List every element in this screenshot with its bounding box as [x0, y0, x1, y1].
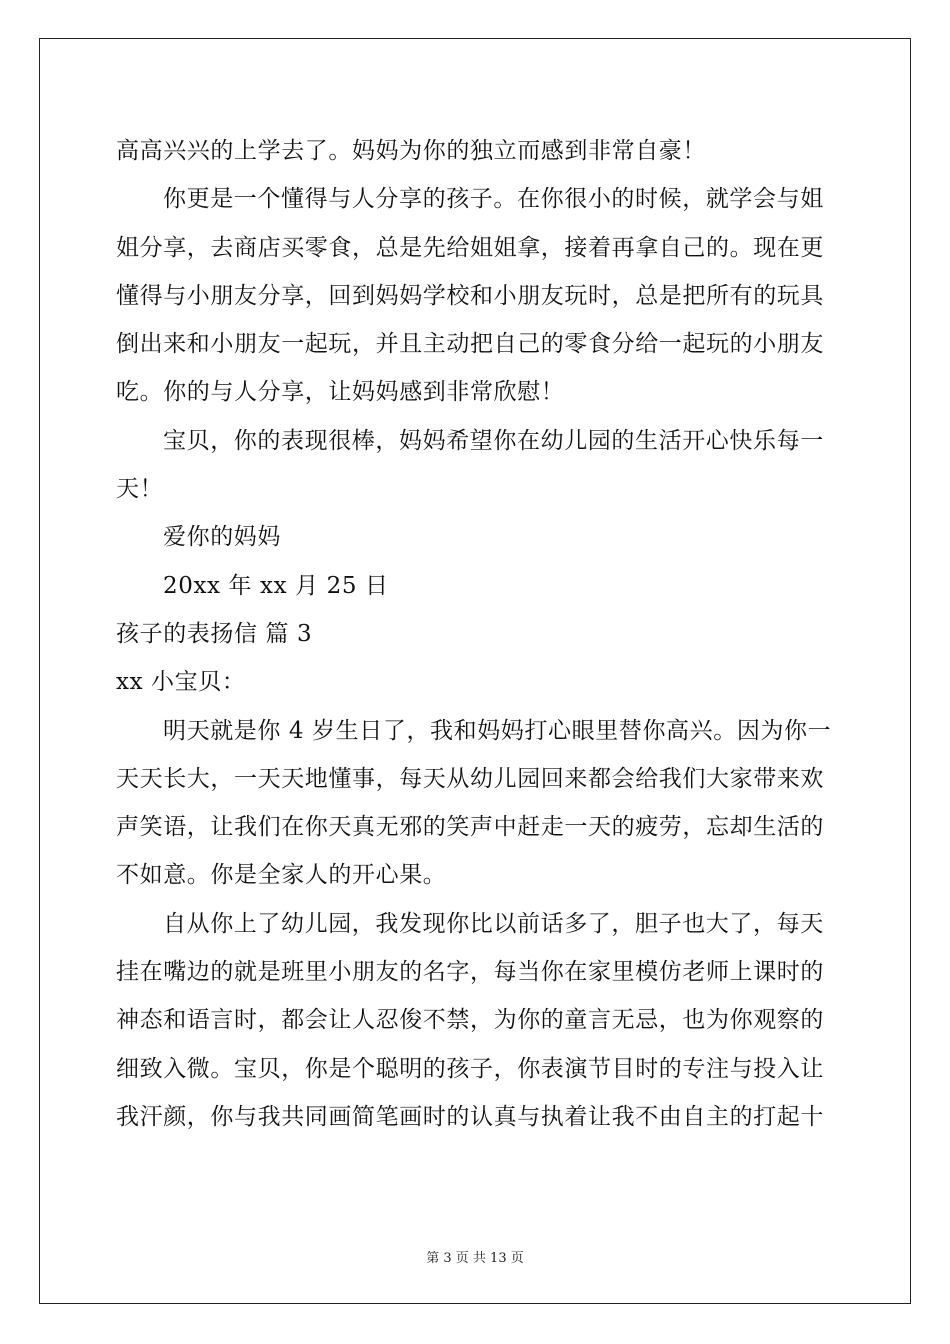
text-line: 不如意。你是全家人的开心果。 [116, 862, 447, 889]
section-heading: 孩子的表扬信 篇 3 [116, 620, 313, 647]
text-line: 声笑语，让我们在你天真无邪的笑声中赶走一天的疲劳，忘却生活的 [116, 814, 824, 841]
text-line: 挂在嘴边的就是班里小朋友的名字，每当你在家里模仿老师上课时的 [116, 959, 824, 986]
text-line: 细致入微。宝贝，你是个聪明的孩子，你表演节目时的专注与投入让 [116, 1055, 824, 1082]
text-line: 懂得与小朋友分享，回到妈妈学校和小朋友玩时，总是把所有的玩具 [116, 282, 824, 309]
text-line: 高高兴兴的上学去了。妈妈为你的独立而感到非常自豪！ [116, 138, 706, 164]
text-line: 自从你上了幼儿园，我发现你比以前话多了，胆子也大了，每天 [163, 910, 824, 937]
text-line: 倒出来和小朋友一起玩，并且主动把自己的零食分给一起玩的小朋友 [116, 331, 824, 358]
document-body [116, 127, 836, 1141]
letter-date: 20xx 年 xx 月 25 日 [163, 572, 389, 599]
salutation: xx 小宝贝： [116, 669, 246, 696]
text-line: 天！ [116, 476, 164, 503]
signature: 爱你的妈妈 [163, 524, 281, 551]
text-line: 天天长大，一天天地懂事，每天从幼儿园回来都会给我们大家带来欢 [116, 765, 824, 792]
text-line: 宝贝，你的表现很棒，妈妈希望你在幼儿园的生活开心快乐每一 [163, 427, 824, 454]
text-line: 吃。你的与人分享，让妈妈感到非常欣慰！ [116, 379, 565, 406]
text-line: 姐分享，去商店买零食，总是先给姐姐拿，接着再拿自己的。现在更 [116, 234, 824, 261]
text-line: 神态和语言时，都会让人忍俊不禁，为你的童言无忌，也为你观察的 [116, 1007, 824, 1034]
text-line: 你更是一个懂得与人分享的孩子。在你很小的时候，就学会与姐 [163, 186, 824, 213]
text-line: 我汗颜，你与我共同画简笔画时的认真与执着让我不由自主的打起十 [116, 1103, 824, 1130]
text-line: 明天就是你 4 岁生日了，我和妈妈打心眼里替你高兴。因为你一 [163, 717, 832, 744]
page-number: 第 3 页 共 13 页 [426, 1251, 524, 1266]
